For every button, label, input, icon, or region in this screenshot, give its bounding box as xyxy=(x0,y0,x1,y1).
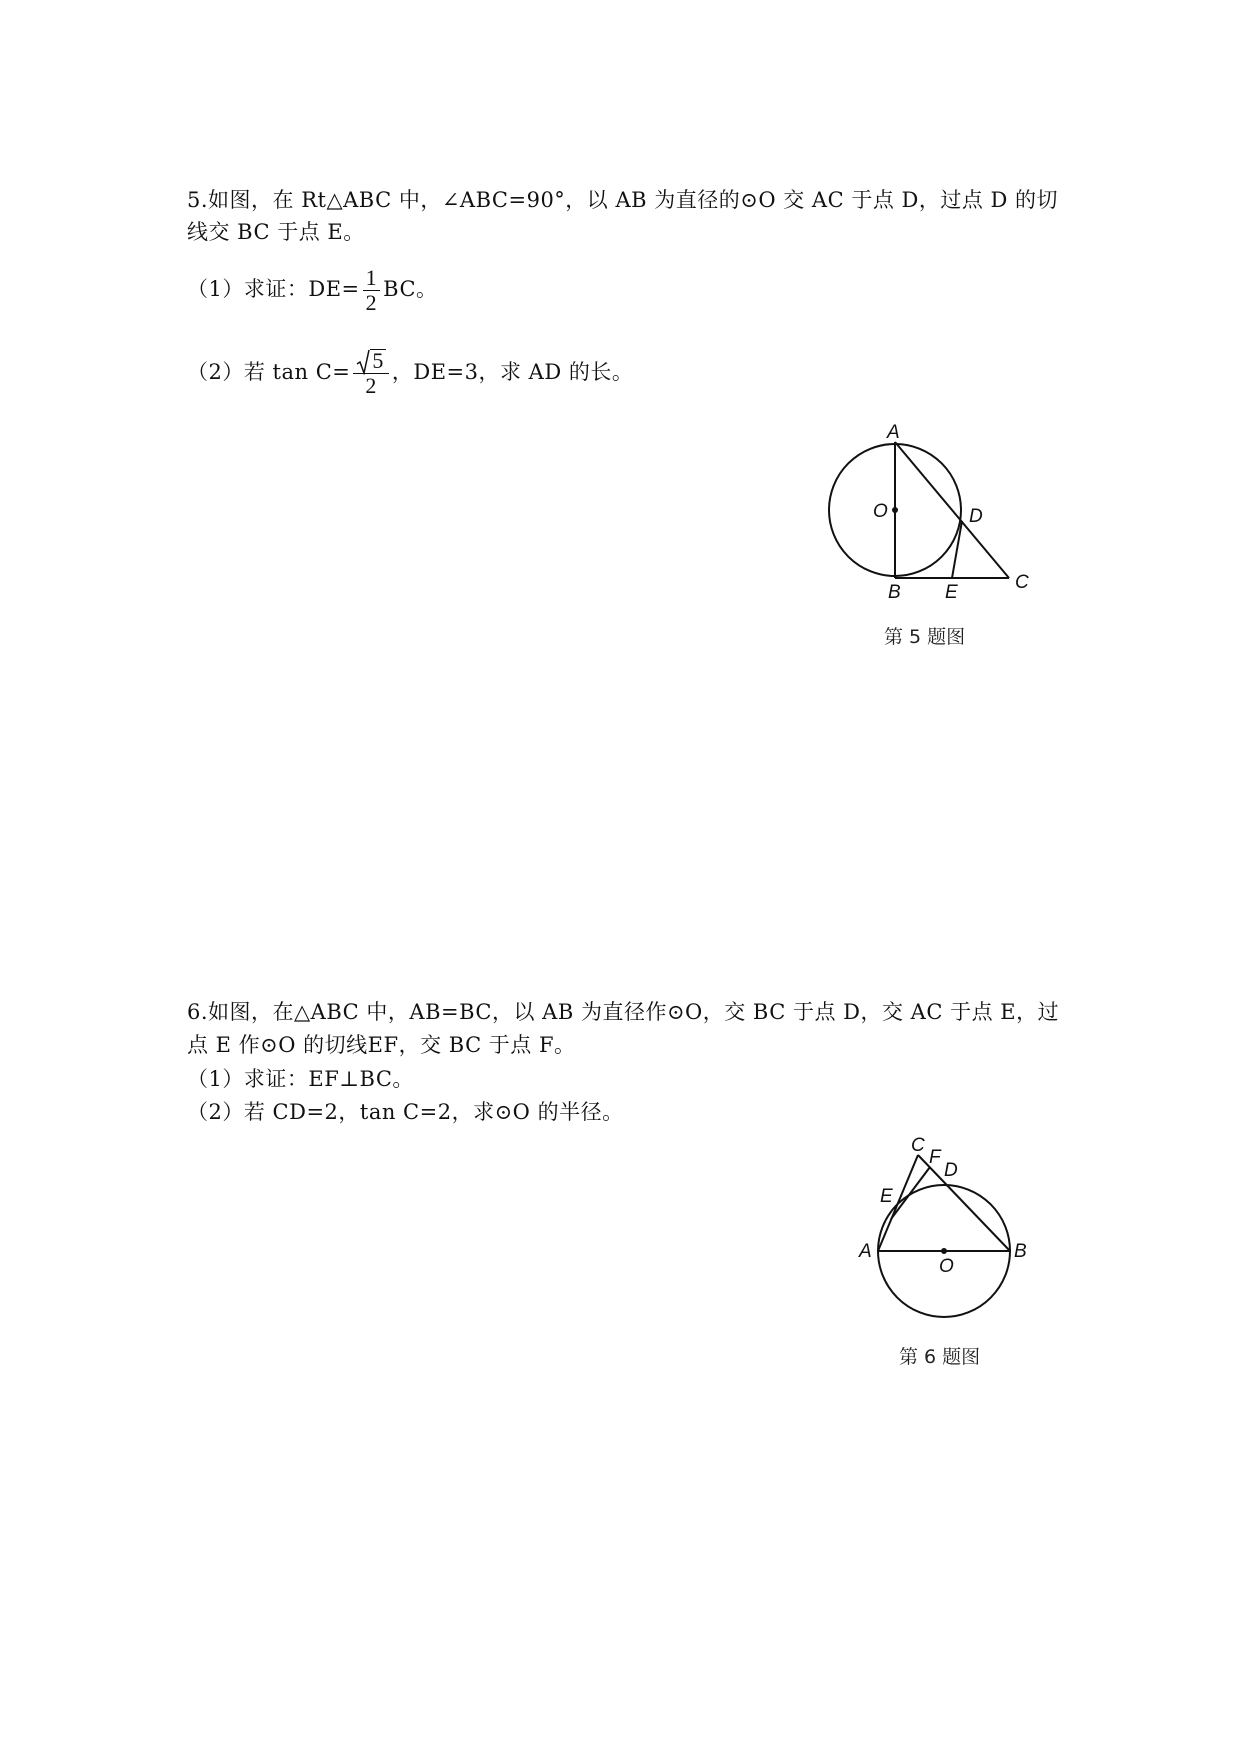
problem6-statement-line1: 6.如图，在△ABC 中，AB=BC，以 AB 为直径作⊙O，交 BC 于点 D，交 AC 于点 E，过 xyxy=(187,1000,1060,1024)
label-o: O xyxy=(939,1256,954,1277)
problem6-question1: （1）求证：EF⊥BC。 xyxy=(187,1067,414,1091)
problem5-q2-fraction xyxy=(353,349,389,398)
center-point-o xyxy=(941,1248,947,1254)
label-b: B xyxy=(888,582,901,598)
problem5-q1-fraction xyxy=(363,266,381,315)
label-a: A xyxy=(887,422,900,443)
problem5-q1-suffix: BC。 xyxy=(383,277,438,301)
problem5-question1 xyxy=(187,262,438,316)
label-b: B xyxy=(1014,1241,1027,1262)
label-e: E xyxy=(880,1186,893,1207)
problem5-figure xyxy=(825,418,1045,598)
label-c: C xyxy=(911,1135,925,1156)
fraction-denominator: 2 xyxy=(353,373,389,398)
label-c: C xyxy=(1015,572,1029,593)
fraction-numerator: 1 xyxy=(365,265,378,290)
problem5-statement-line1: 5.如图，在 Rt△ABC 中，∠ABC=90°，以 AB 为直径的⊙O 交 AC 于点 D，过点 D 的切 xyxy=(187,188,1059,212)
problem5-figure-caption: 第 5 题图 xyxy=(884,626,966,648)
label-d: D xyxy=(944,1160,958,1181)
problem5-q2-prefix: （2）若 tan C= xyxy=(187,360,351,384)
problem6-figure-caption: 第 6 题图 xyxy=(899,1346,981,1368)
problem6-question2: （2）若 CD=2，tan C=2，求⊙O 的半径。 xyxy=(187,1100,624,1124)
problem5-statement-line2: 线交 BC 于点 E。 xyxy=(187,220,365,244)
label-a: A xyxy=(859,1241,872,1262)
segment-ac xyxy=(895,442,1009,578)
center-point-o xyxy=(892,507,898,513)
problem6-figure xyxy=(850,1135,1050,1325)
sqrt-symbol xyxy=(356,349,386,373)
label-d: D xyxy=(969,506,983,527)
fraction-numerator: 5 xyxy=(372,348,384,373)
problem5-q2-suffix: ，DE=3，求 AD 的长。 xyxy=(391,360,634,384)
fraction-denominator: 2 xyxy=(363,290,381,315)
segment-bc xyxy=(918,1155,1010,1251)
problem6-statement-line2: 点 E 作⊙O 的切线EF，交 BC 于点 F。 xyxy=(187,1033,576,1057)
label-o: O xyxy=(873,501,888,522)
problem5-question2 xyxy=(187,342,633,402)
problem5-q1-prefix: （1）求证：DE= xyxy=(187,277,360,301)
label-e: E xyxy=(945,582,958,598)
label-f: F xyxy=(929,1147,941,1168)
